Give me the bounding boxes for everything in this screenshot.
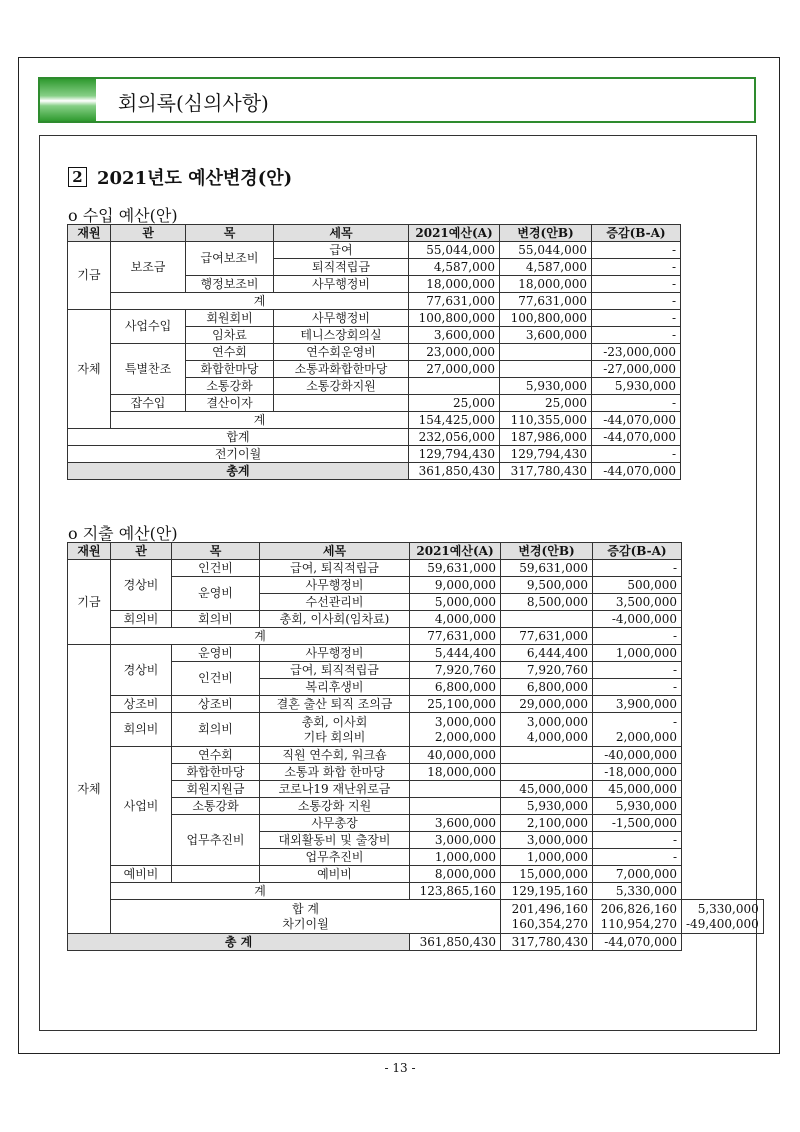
value-line: 160,354,270 <box>511 916 588 931</box>
budget-a: 100,800,000 <box>409 310 500 327</box>
subtotal-row <box>68 412 681 429</box>
semok-cell: 연수회운영비 <box>274 344 409 361</box>
mok-cell <box>172 866 260 883</box>
budget-b: 6,800,000 <box>501 679 593 696</box>
budget-b: 2,100,000 <box>501 815 593 832</box>
gwan-cell: 경상비 <box>111 560 172 611</box>
col-header: 변경(안B) <box>500 225 592 242</box>
budget-b: 15,000,000 <box>501 866 593 883</box>
budget-b: 317,780,430 <box>501 934 593 951</box>
semok-cell <box>260 713 410 747</box>
mok-cell: 행정보조비 <box>186 276 274 293</box>
col-header: 증감(B-A) <box>592 225 681 242</box>
budget-a <box>410 798 501 815</box>
semok-line: 총회, 이사회 <box>301 714 368 729</box>
carryover-row <box>68 446 681 463</box>
value-line: 4,000,000 <box>526 729 588 744</box>
col-header: 변경(안B) <box>501 543 593 560</box>
mok-cell: 상조비 <box>172 696 260 713</box>
budget-diff: - <box>592 276 681 293</box>
semok-cell: 사무행정비 <box>274 276 409 293</box>
budget-b: 6,444,400 <box>501 645 593 662</box>
gwan-cell: 사업비 <box>111 747 172 866</box>
budget-diff <box>682 900 764 934</box>
col-header: 세목 <box>260 543 410 560</box>
col-header: 관 <box>111 543 172 560</box>
grand-total-label: 총 계 <box>68 934 410 951</box>
value-line: 2,000,000 <box>434 729 496 744</box>
budget-a: 1,000,000 <box>410 849 501 866</box>
budget-b: 77,631,000 <box>501 628 593 645</box>
budget-a: 129,794,430 <box>409 446 500 463</box>
value-line: - <box>672 714 677 729</box>
table-row <box>68 560 764 577</box>
mok-cell: 운영비 <box>172 577 260 611</box>
budget-diff: - <box>592 327 681 344</box>
budget-b: 25,000 <box>500 395 592 412</box>
semok-cell: 테니스장회의실 <box>274 327 409 344</box>
gwan-cell: 회의비 <box>111 713 172 747</box>
mok-cell: 연수회 <box>172 747 260 764</box>
semok-cell: 급여, 퇴직적립금 <box>260 662 410 679</box>
budget-a: 18,000,000 <box>409 276 500 293</box>
value-line: 110,954,270 <box>600 916 677 931</box>
budget-a <box>409 378 500 395</box>
value-line: 5,330,000 <box>697 901 759 916</box>
mok-cell: 결산이자 <box>186 395 274 412</box>
budget-b: 3,000,000 <box>501 832 593 849</box>
budget-b: 3,600,000 <box>500 327 592 344</box>
table-row <box>68 781 764 798</box>
budget-a: 18,000,000 <box>410 764 501 781</box>
table-row <box>68 395 681 412</box>
budget-b: 5,930,000 <box>501 798 593 815</box>
budget-a: 6,800,000 <box>410 679 501 696</box>
mok-cell: 회원지원금 <box>172 781 260 798</box>
budget-b: 9,500,000 <box>501 577 593 594</box>
budget-a: 27,000,000 <box>409 361 500 378</box>
budget-a: 154,425,000 <box>409 412 500 429</box>
mok-cell: 화합한마당 <box>186 361 274 378</box>
income-table <box>67 224 681 480</box>
semok-cell: 소통강화지원 <box>274 378 409 395</box>
budget-a: 3,000,000 <box>410 832 501 849</box>
expense-table <box>67 542 764 951</box>
budget-diff: 3,500,000 <box>593 594 682 611</box>
semok-cell: 직원 연수회, 워크숍 <box>260 747 410 764</box>
budget-b: 110,355,000 <box>500 412 592 429</box>
budget-a: 232,056,000 <box>409 429 500 446</box>
col-header: 증감(B-A) <box>593 543 682 560</box>
budget-diff: - <box>592 310 681 327</box>
budget-b: 317,780,430 <box>500 463 592 480</box>
budget-b <box>593 900 682 934</box>
budget-a: 55,044,000 <box>409 242 500 259</box>
budget-a: 40,000,000 <box>410 747 501 764</box>
semok-cell <box>274 395 409 412</box>
table-row <box>68 866 764 883</box>
budget-b: 100,800,000 <box>500 310 592 327</box>
budget-a: 77,631,000 <box>410 628 501 645</box>
budget-diff: - <box>593 832 682 849</box>
budget-a: 3,600,000 <box>409 327 500 344</box>
semok-cell: 사무행정비 <box>274 310 409 327</box>
budget-diff: - <box>592 446 681 463</box>
sum-label-line: 합 계 <box>292 901 319 916</box>
budget-b: 187,986,000 <box>500 429 592 446</box>
carryover-label-line: 차기이월 <box>282 916 329 931</box>
header-bar <box>38 77 756 123</box>
mok-cell: 급여보조비 <box>186 242 274 276</box>
value-line: 206,826,160 <box>600 901 677 916</box>
expense-title: ο 지출 예산(안) <box>68 524 178 543</box>
budget-diff: -23,000,000 <box>592 344 681 361</box>
mok-cell: 소통강화 <box>186 378 274 395</box>
gwan-cell: 상조비 <box>111 696 172 713</box>
budget-diff: 5,930,000 <box>593 798 682 815</box>
col-header: 목 <box>172 543 260 560</box>
budget-b <box>500 361 592 378</box>
budget-b: 77,631,000 <box>500 293 592 310</box>
mok-cell: 인건비 <box>172 560 260 577</box>
value-line: 3,000,000 <box>434 714 496 729</box>
mok-cell: 운영비 <box>172 645 260 662</box>
semok-cell: 총회, 이사회(임차료) <box>260 611 410 628</box>
grand-total-row <box>68 934 764 951</box>
table-row <box>68 242 681 259</box>
budget-b <box>501 747 593 764</box>
budget-a: 23,000,000 <box>409 344 500 361</box>
subtotal-row <box>68 628 764 645</box>
table-row <box>68 713 764 747</box>
budget-diff: - <box>592 395 681 412</box>
budget-diff: -44,070,000 <box>593 934 682 951</box>
gwan-cell: 특별찬조 <box>111 344 186 395</box>
mok-cell: 회의비 <box>172 611 260 628</box>
section-title: 2021년도 예산변경(안) <box>97 168 293 189</box>
col-header: 재원 <box>68 225 111 242</box>
budget-diff: 1,000,000 <box>593 645 682 662</box>
col-header: 목 <box>186 225 274 242</box>
mok-cell: 화합한마당 <box>172 764 260 781</box>
budget-b <box>501 611 593 628</box>
semok-cell: 사무행정비 <box>260 577 410 594</box>
budget-diff: -40,000,000 <box>593 747 682 764</box>
budget-diff: 7,000,000 <box>593 866 682 883</box>
budget-diff: - <box>592 259 681 276</box>
table-row <box>68 815 764 832</box>
semok-cell: 급여, 퇴직적립금 <box>260 560 410 577</box>
subtotal-label: 계 <box>111 883 410 900</box>
grand-total-label: 총계 <box>68 463 409 480</box>
section-heading <box>68 164 292 190</box>
semok-cell: 사무행정비 <box>260 645 410 662</box>
fund-source: 기금 <box>68 242 111 310</box>
budget-b: 45,000,000 <box>501 781 593 798</box>
budget-a: 25,100,000 <box>410 696 501 713</box>
value-line: 3,000,000 <box>526 714 588 729</box>
budget-a: 4,587,000 <box>409 259 500 276</box>
fund-source: 기금 <box>68 560 111 645</box>
budget-diff: - <box>593 849 682 866</box>
fund-source: 자체 <box>68 310 111 429</box>
section-number: 2 <box>68 167 87 187</box>
grand-total-row <box>68 463 681 480</box>
budget-diff: -44,070,000 <box>592 463 681 480</box>
budget-b <box>500 344 592 361</box>
budget-b: 29,000,000 <box>501 696 593 713</box>
budget-a: 25,000 <box>409 395 500 412</box>
gwan-cell: 잡수입 <box>111 395 186 412</box>
value-line: 2,000,000 <box>615 729 677 744</box>
budget-diff <box>593 713 682 747</box>
col-header: 2021예산(A) <box>410 543 501 560</box>
subtotal-label: 계 <box>111 628 410 645</box>
mok-cell: 연수회 <box>186 344 274 361</box>
budget-diff: -4,000,000 <box>593 611 682 628</box>
budget-b: 8,500,000 <box>501 594 593 611</box>
budget-b: 4,587,000 <box>500 259 592 276</box>
budget-a: 123,865,160 <box>410 883 501 900</box>
col-header: 관 <box>111 225 186 242</box>
table-row <box>68 798 764 815</box>
semok-cell: 급여 <box>274 242 409 259</box>
col-header: 재원 <box>68 543 111 560</box>
budget-b: 5,930,000 <box>500 378 592 395</box>
semok-cell: 코로나19 재난위로금 <box>260 781 410 798</box>
budget-a: 7,920,760 <box>410 662 501 679</box>
value-line: 201,496,160 <box>511 901 588 916</box>
budget-b <box>501 713 593 747</box>
budget-diff: 5,930,000 <box>592 378 681 395</box>
budget-a: 4,000,000 <box>410 611 501 628</box>
semok-cell: 사무총장 <box>260 815 410 832</box>
table-row <box>68 577 764 594</box>
budget-a: 59,631,000 <box>410 560 501 577</box>
semok-cell: 수선관리비 <box>260 594 410 611</box>
gwan-cell: 보조금 <box>111 242 186 293</box>
gwan-cell: 예비비 <box>111 866 172 883</box>
budget-diff: - <box>592 293 681 310</box>
table-row <box>68 645 764 662</box>
budget-a: 9,000,000 <box>410 577 501 594</box>
subtotal-row <box>68 883 764 900</box>
subtotal-row <box>68 293 681 310</box>
semok-cell: 소통강화 지원 <box>260 798 410 815</box>
table-row <box>68 696 764 713</box>
budget-diff: - <box>593 662 682 679</box>
budget-b: 129,794,430 <box>500 446 592 463</box>
table-row <box>68 662 764 679</box>
header-accent <box>40 79 96 121</box>
semok-cell: 결혼 출산 퇴직 조의금 <box>260 696 410 713</box>
mok-cell: 회의비 <box>172 713 260 747</box>
budget-a: 8,000,000 <box>410 866 501 883</box>
value-line: -49,400,000 <box>686 916 759 931</box>
income-header-row <box>68 225 681 242</box>
budget-diff: 5,330,000 <box>593 883 682 900</box>
budget-a <box>501 900 593 934</box>
semok-cell: 복리후생비 <box>260 679 410 696</box>
semok-line: 기타 회의비 <box>303 729 366 744</box>
table-row <box>68 310 681 327</box>
page-number: - 13 - <box>384 1061 416 1075</box>
header-title: 회의록(심의사항) <box>118 91 269 115</box>
budget-diff: 45,000,000 <box>593 781 682 798</box>
sum-label <box>111 900 501 934</box>
budget-a: 361,850,430 <box>409 463 500 480</box>
semok-cell: 대외활동비 및 출장비 <box>260 832 410 849</box>
mok-cell: 업무추진비 <box>172 815 260 866</box>
budget-b: 7,920,760 <box>501 662 593 679</box>
table-row <box>68 747 764 764</box>
mok-cell: 회원회비 <box>186 310 274 327</box>
budget-a: 5,000,000 <box>410 594 501 611</box>
fund-source: 자체 <box>68 645 111 934</box>
mok-cell: 소통강화 <box>172 798 260 815</box>
col-header: 세목 <box>274 225 409 242</box>
budget-diff: - <box>593 560 682 577</box>
semok-cell: 예비비 <box>260 866 410 883</box>
gwan-cell: 경상비 <box>111 645 172 696</box>
budget-diff: 500,000 <box>593 577 682 594</box>
semok-cell: 소통과 화합 한마당 <box>260 764 410 781</box>
budget-diff: 3,900,000 <box>593 696 682 713</box>
gwan-cell: 사업수입 <box>111 310 186 344</box>
carryover-label: 전기이월 <box>68 446 409 463</box>
budget-diff: -27,000,000 <box>592 361 681 378</box>
col-header: 2021예산(A) <box>409 225 500 242</box>
budget-diff: -44,070,000 <box>592 412 681 429</box>
budget-b: 59,631,000 <box>501 560 593 577</box>
sum-row <box>68 900 764 934</box>
budget-diff: -18,000,000 <box>593 764 682 781</box>
budget-b: 55,044,000 <box>500 242 592 259</box>
budget-b: 1,000,000 <box>501 849 593 866</box>
table-row <box>68 344 681 361</box>
budget-a: 3,600,000 <box>410 815 501 832</box>
budget-a <box>410 781 501 798</box>
subtotal-label: 계 <box>111 293 409 310</box>
budget-diff: - <box>592 242 681 259</box>
semok-cell: 퇴직적립금 <box>274 259 409 276</box>
budget-diff: - <box>593 679 682 696</box>
gwan-cell: 회의비 <box>111 611 172 628</box>
budget-b: 129,195,160 <box>501 883 593 900</box>
expense-header-row <box>68 543 764 560</box>
budget-diff: -44,070,000 <box>592 429 681 446</box>
subtotal-label: 계 <box>111 412 409 429</box>
budget-a: 77,631,000 <box>409 293 500 310</box>
budget-b: 18,000,000 <box>500 276 592 293</box>
budget-a: 5,444,400 <box>410 645 501 662</box>
budget-diff: - <box>593 628 682 645</box>
income-title: ο 수입 예산(안) <box>68 206 178 225</box>
budget-b <box>501 764 593 781</box>
semok-cell: 업무추진비 <box>260 849 410 866</box>
budget-a <box>410 713 501 747</box>
mok-cell: 임차료 <box>186 327 274 344</box>
table-row <box>68 764 764 781</box>
budget-a: 361,850,430 <box>410 934 501 951</box>
semok-cell: 소통과화합한마당 <box>274 361 409 378</box>
sum-row <box>68 429 681 446</box>
mok-cell: 인건비 <box>172 662 260 696</box>
sum-label: 합계 <box>68 429 409 446</box>
table-row <box>68 611 764 628</box>
budget-diff: -1,500,000 <box>593 815 682 832</box>
